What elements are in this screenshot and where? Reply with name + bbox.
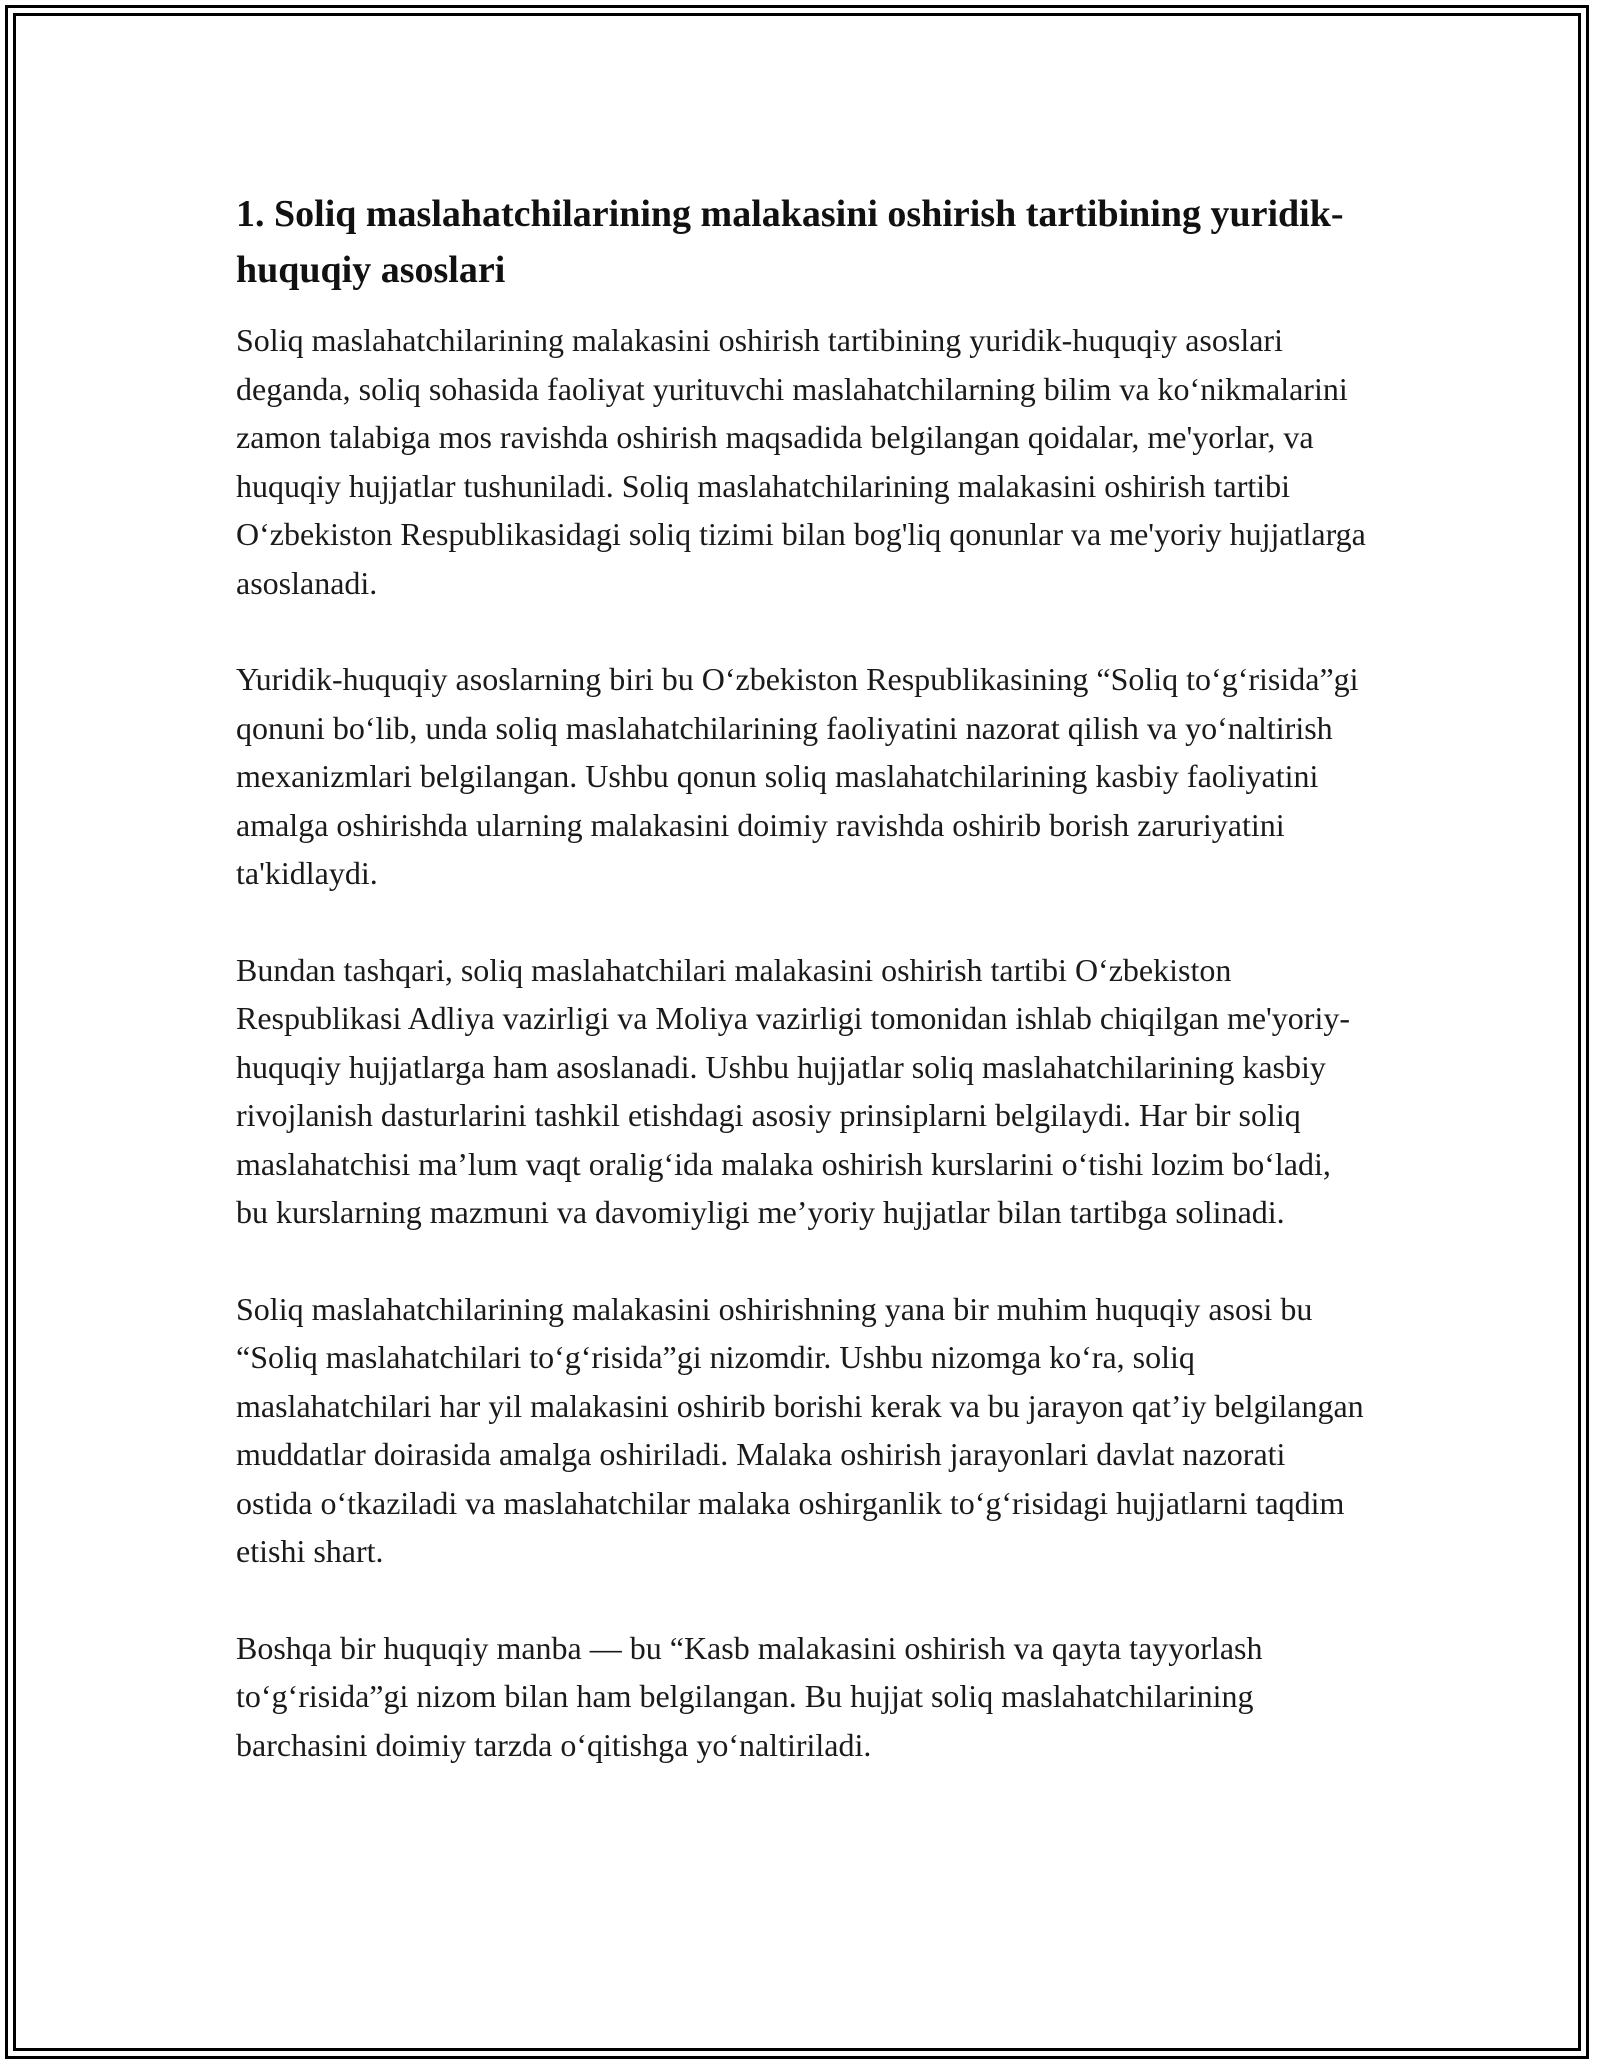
paragraph-5: Boshqa bir huquqiy manba — bu “Kasb malakasini oshirish va qayta tayyorlash to‘g‘risida”gi nizom bilan ham belgilangan. Bu hujjat soliq maslahatchilarining barchasini doimiy tarzda o‘qitishga yo‘naltiriladi. bbox=[236, 1629, 1263, 1763]
paragraph-2: Yuridik-huquqiy asoslarning biri bu O‘zbekiston Respublikasining “Soliq to‘g‘risida”gi qonuni bo‘lib, unda soliq maslahatchilarining faoliyatini nazorat qilish va yo‘naltirish mexanizmlari belgilangan. Ushbu qonun soliq maslahatchilarining kasbiy faoliyatini amalga oshirishda ularning malakasini doimiy ravishda oshirib borish zaruriyatini ta'kidlaydi. bbox=[236, 661, 1359, 891]
paragraph-3: Bundan tashqari, soliq maslahatchilari malakasini oshirish tartibi O‘zbekiston Respublikasi Adliya vazirligi va Moliya vazirligi tomonidan ishlab chiqilgan me'yoriy-huquqiy hujjatlarga ham asoslanadi. Ushbu hujjatlar soliq maslahatchilarining kasbiy rivojlanish dasturlarini tashkil etishdagi asosiy prinsiplarni belgilaydi. Har bir soliq maslahatchisi ma’lum vaqt oralig‘ida malaka oshirish kurslarini o‘tishi lozim bo‘ladi, bu kurslarning mazmuni va davomiyligi me’yoriy hujjatlar bilan tartibga solinadi. bbox=[236, 951, 1350, 1230]
paragraph-1: Soliq maslahatchilarining malakasini oshirish tartibining yuridik-huquqiy asoslari deganda, soliq sohasida faoliyat yurituvchi maslahatchilarning bilim va ko‘nikmalarini zamon talabiga mos ravishda oshirish maqsadida belgilangan qoidalar, me'yorlar, va huquqiy hujjatlar tushuniladi. Soliq maslahatchilarining malakasini oshirish tartibi O‘zbekiston Respublikasidagi soliq tizimi bilan bog'liq qonunlar va me'yoriy hujjatlarga asoslanadi. bbox=[236, 322, 1366, 601]
document-body bbox=[236, 186, 1366, 1817]
paragraph-4: Soliq maslahatchilarining malakasini oshirishning yana bir muhim huquqiy asosi bu “Soliq maslahatchilari to‘g‘risida”gi nizomdir. Ushbu nizomga ko‘ra, soliq maslahatchilari har yil malakasini oshirib borishi kerak va bu jarayon qat’iy belgilangan muddatlar doirasida amalga oshiriladi. Malaka oshirish jarayonlari davlat nazorati ostida o‘tkaziladi va maslahatchilar malaka oshirganlik to‘g‘risidagi hujjatlarni taqdim etishi shart. bbox=[236, 1290, 1364, 1569]
section-heading: 1. Soliq maslahatchilarining malakasini oshirish tartibining yuridik-huquqiy asoslari bbox=[236, 193, 1344, 291]
